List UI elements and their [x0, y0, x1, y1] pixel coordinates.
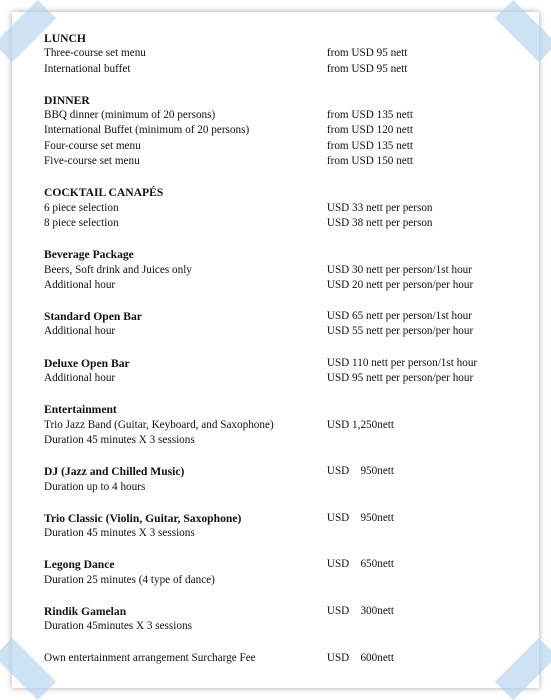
- dj-section: [44, 464, 524, 495]
- menu-row: [44, 139, 524, 154]
- menu-price: USD 55 nett per person/per hour: [326, 325, 474, 338]
- menu-content: [44, 31, 524, 682]
- menu-item: Additional hour: [44, 278, 116, 291]
- rindik-heading-row: [44, 604, 524, 619]
- menu-item: Four-course set menu: [44, 139, 141, 152]
- cocktail-heading: COCKTAIL CANAPÉS: [44, 186, 164, 200]
- menu-price: from USD 150 nett: [326, 155, 413, 168]
- legong-section: [44, 557, 524, 588]
- menu-row: [44, 278, 524, 293]
- menu-row: [44, 573, 524, 588]
- legong-heading-row: [44, 557, 524, 572]
- menu-price: USD 38 nett per person: [326, 216, 433, 229]
- trio-classic-heading-row: [44, 511, 524, 526]
- menu-price: USD 65 nett per person/1st hour: [326, 310, 472, 323]
- menu-item: Five-course set menu: [44, 155, 140, 168]
- menu-row: [44, 108, 524, 123]
- menu-item: Three-course set menu: [44, 47, 146, 60]
- menu-row: [44, 433, 524, 448]
- menu-item: Additional hour: [44, 325, 116, 338]
- menu-price: from USD 120 nett: [326, 124, 413, 137]
- menu-price: from USD 95 nett: [326, 47, 408, 60]
- dj-heading-row: [44, 464, 524, 479]
- menu-price: USD 650nett: [326, 558, 394, 571]
- menu-price: USD 1,250nett: [326, 418, 394, 431]
- dinner-heading: DINNER: [44, 93, 90, 107]
- trio-classic-heading: Trio Classic (Violin, Guitar, Saxophone): [44, 511, 242, 525]
- menu-item: Duration up to 4 hours: [44, 480, 146, 493]
- menu-price: USD 950nett: [326, 511, 394, 524]
- menu-item: International Buffet (minimum of 20 persons): [44, 124, 250, 137]
- menu-row: [44, 263, 524, 278]
- surcharge-item: Own entertainment arrangement Surcharge Fee: [44, 651, 256, 664]
- menu-row: [44, 651, 524, 666]
- menu-item: Duration 45minutes X 3 sessions: [44, 620, 192, 633]
- menu-price: USD 300nett: [326, 605, 394, 618]
- standard-bar-section: [44, 309, 524, 340]
- menu-item: International buffet: [44, 62, 131, 75]
- menu-item: 8 piece selection: [44, 216, 119, 229]
- menu-item: Duration 25 minutes (4 type of dance): [44, 573, 215, 586]
- beverage-section: [44, 247, 524, 293]
- standard-bar-heading: Standard Open Bar: [44, 310, 142, 324]
- menu-price: USD 950nett: [326, 465, 394, 478]
- dinner-section: [44, 93, 524, 169]
- menu-row: [44, 418, 524, 433]
- menu-item: Duration 45 minutes X 3 sessions: [44, 527, 195, 540]
- menu-price: [327, 433, 524, 448]
- menu-price: USD 600nett: [326, 651, 394, 664]
- menu-item: Trio Jazz Band (Guitar, Keyboard, and Saxophone): [44, 418, 274, 431]
- rindik-section: [44, 604, 524, 635]
- lunch-heading: LUNCH: [44, 32, 86, 45]
- beverage-heading: Beverage Package: [44, 248, 134, 262]
- dj-heading: DJ (Jazz and Chilled Music): [44, 465, 185, 479]
- menu-row: [44, 201, 524, 216]
- menu-row: [44, 480, 524, 495]
- deluxe-bar-heading-row: [44, 356, 524, 371]
- menu-row: [44, 526, 524, 541]
- rindik-heading: Rindik Gamelan: [44, 605, 127, 619]
- menu-row: [44, 154, 524, 169]
- menu-price: USD 95 nett per person/per hour: [326, 372, 474, 385]
- menu-price: USD 30 nett per person/1st hour: [326, 263, 472, 276]
- menu-item: Additional hour: [44, 372, 116, 385]
- lunch-section: [44, 31, 524, 77]
- menu-item: Duration 45 minutes X 3 sessions: [44, 433, 195, 446]
- menu-item: BBQ dinner (minimum of 20 persons): [44, 109, 216, 122]
- menu-row: [44, 123, 524, 138]
- menu-price: from USD 135 nett: [326, 109, 413, 122]
- menu-price: USD 33 nett per person: [326, 201, 433, 214]
- entertainment-heading: Entertainment: [44, 403, 117, 417]
- entertainment-section: [44, 402, 524, 448]
- menu-price: USD 110 nett per person/1st hour: [326, 356, 478, 369]
- menu-row: [44, 62, 524, 77]
- menu-row: [44, 371, 524, 386]
- cocktail-section: [44, 185, 524, 231]
- menu-price: USD 20 nett per person/per hour: [326, 278, 474, 291]
- legong-heading: Legong Dance: [44, 558, 115, 572]
- deluxe-bar-heading: Deluxe Open Bar: [44, 356, 130, 370]
- menu-row: [44, 216, 524, 231]
- standard-bar-heading-row: [44, 309, 524, 324]
- menu-price: from USD 95 nett: [326, 62, 408, 75]
- menu-price: from USD 135 nett: [326, 139, 413, 152]
- menu-row: [44, 46, 524, 61]
- menu-item: 6 piece selection: [44, 201, 119, 214]
- menu-item: Beers, Soft drink and Juices only: [44, 263, 192, 276]
- menu-row: [44, 324, 524, 339]
- deluxe-bar-section: [44, 356, 524, 387]
- surcharge-section: [44, 651, 524, 666]
- trio-classic-section: [44, 511, 524, 542]
- menu-row: [44, 619, 524, 634]
